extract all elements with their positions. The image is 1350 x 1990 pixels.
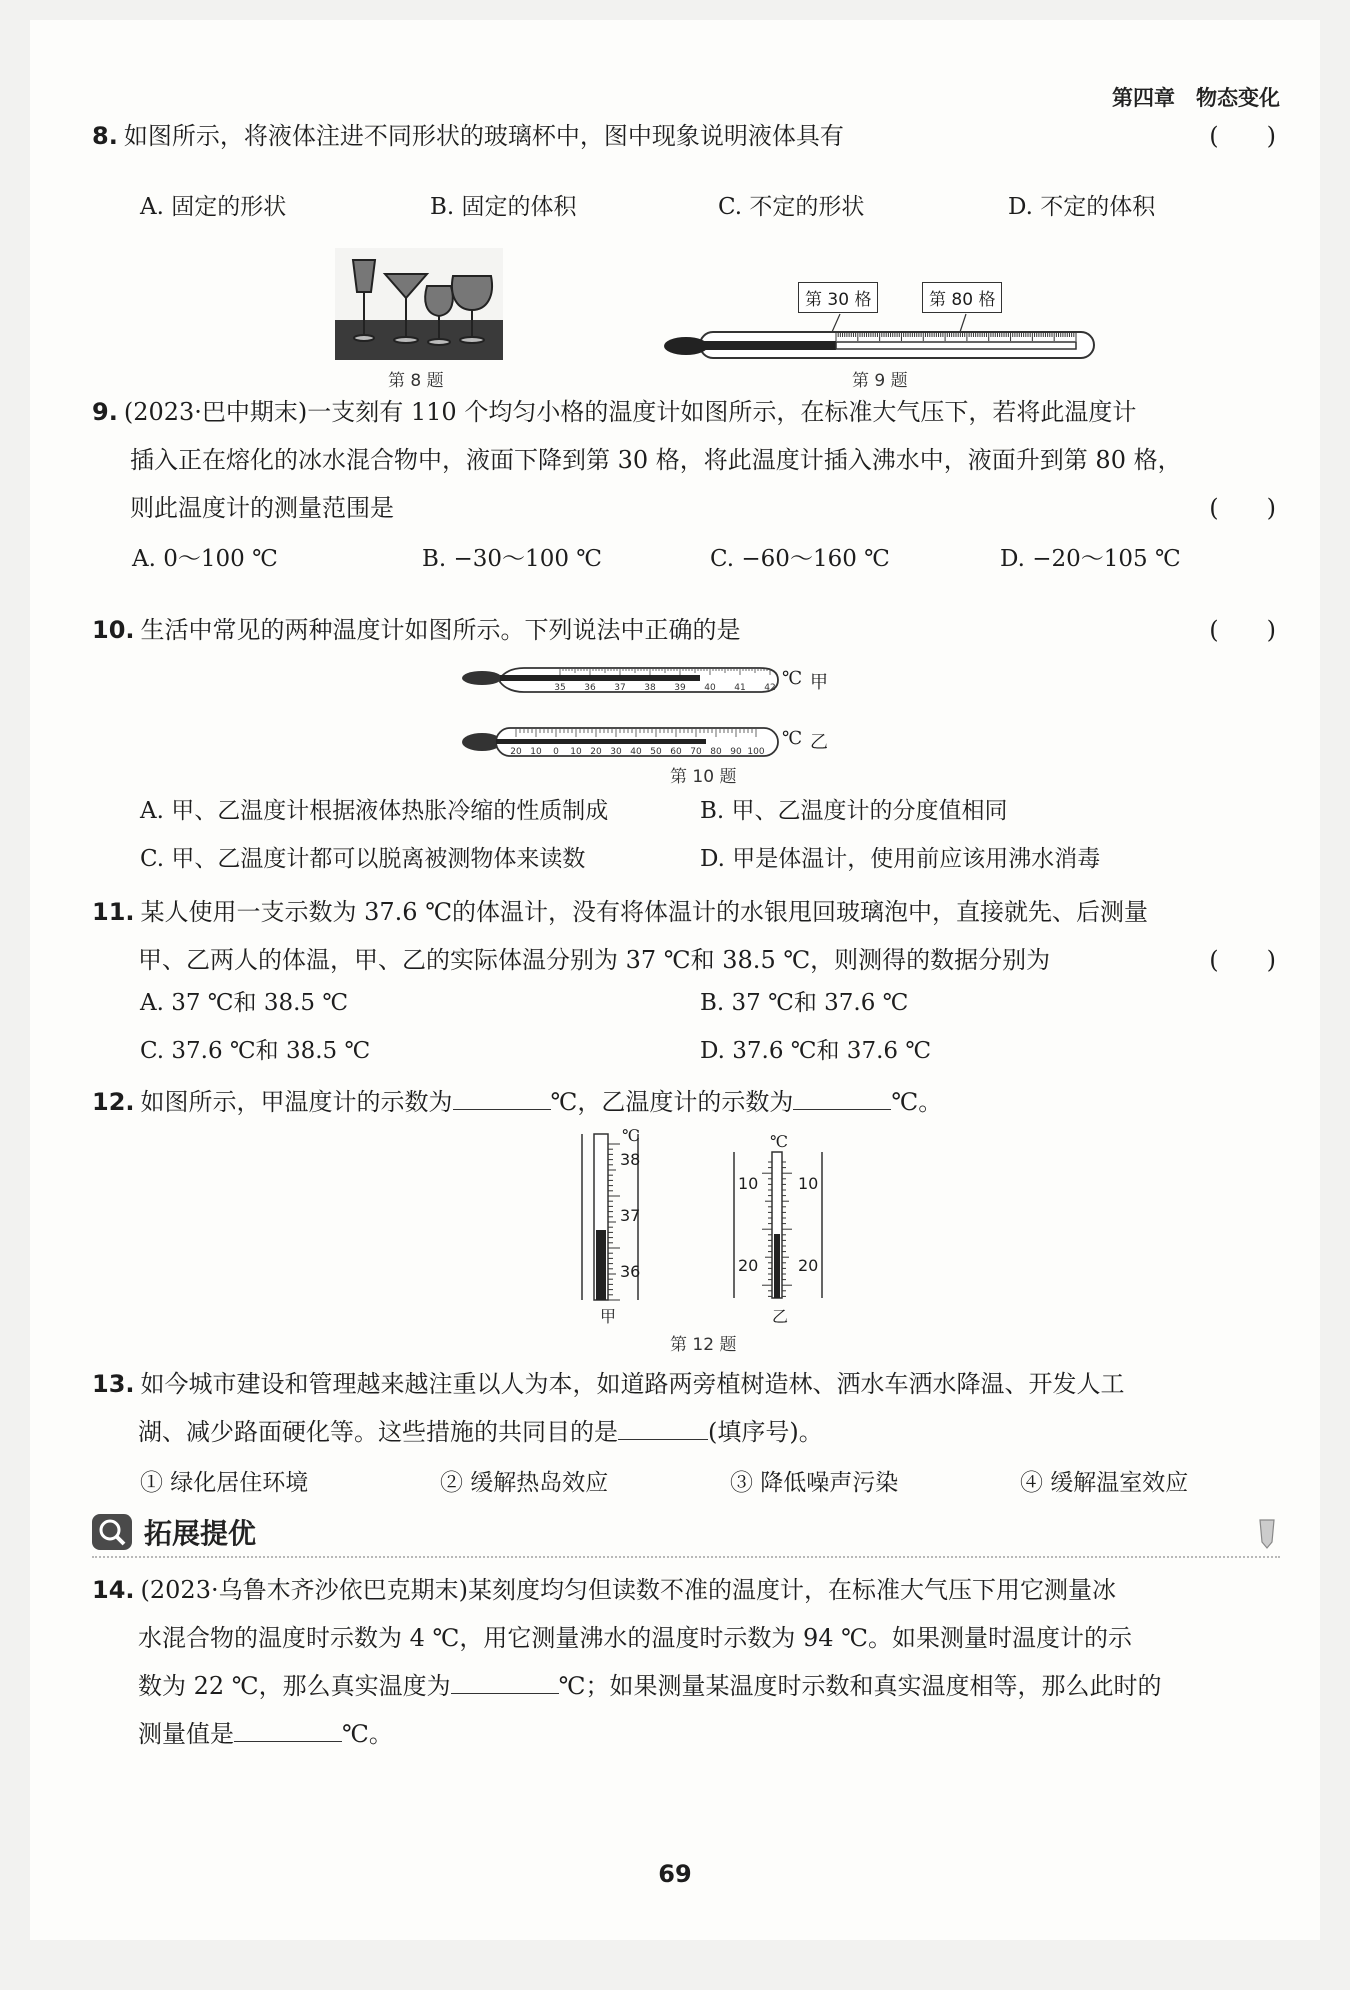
question-text-line2: 插入正在熔化的冰水混合物中，液面下降到第 30 格，将此温度计插入沸水中，液面升到第 80 格， [130,446,1182,474]
question-number: 14. [92,1576,135,1604]
label-80-div: 第 80 格 [922,282,1002,313]
tick-label-20-left: 20 [738,1256,759,1275]
option-a[interactable]: A. 固定的形状 [140,194,287,220]
option-d[interactable]: D. 不定的体积 [1008,194,1156,220]
question-text-line2b: (填序号)。 [708,1418,823,1446]
question-number: 13. [92,1370,135,1398]
question-text-line3: 则此温度计的测量范围是 [130,494,394,522]
option-c[interactable]: C. 甲、乙温度计都可以脱离被测物体来读数 [140,846,586,872]
label-yi: 乙 [810,732,828,753]
question-9 [92,388,1282,532]
unit-jia-12: ℃ [622,1126,640,1145]
question-number: 10. [92,616,135,644]
chapter-header: 第四章 物态变化 [1112,86,1280,110]
option-b[interactable]: B. 固定的体积 [430,194,577,220]
question-number: 9. [92,398,118,426]
question-text-b: ℃，乙温度计的示数为 [550,1088,794,1116]
tick-label: 50 [650,747,662,757]
tick-label: 60 [670,747,682,757]
figure-10-thermometers [460,660,990,770]
glasses-photo [335,248,503,360]
question-number: 11. [92,898,135,926]
answer-blank-14a[interactable] [451,1671,559,1694]
option-d[interactable]: D. 37.6 ℃和 37.6 ℃ [700,1038,932,1064]
option-a[interactable]: A. 0～100 ℃ [132,546,278,572]
tick-label: 40 [704,683,716,693]
option-b[interactable]: B. 37 ℃和 37.6 ℃ [700,990,909,1016]
question-text-c: ℃。 [891,1088,943,1116]
question-text-line2a: 湖、减少路面硬化等。这些措施的共同目的是 [138,1418,618,1446]
question-text-line1: 某人使用一支示数为 37.6 ℃的体温计，没有将体温计的水银甩回玻璃泡中，直接就先、后测量 [140,898,1149,926]
tick-label-20-right: 20 [798,1256,819,1275]
question-13 [92,1360,1282,1456]
label-jia-12: 甲 [600,1307,617,1326]
option-1[interactable]: ① 绿化居住环境 [140,1470,309,1496]
answer-blank-jia[interactable] [453,1087,551,1110]
answer-paren: ( ) [1209,122,1276,150]
answer-blank-yi[interactable] [793,1087,891,1110]
tick-label: 39 [674,683,686,693]
figure-9-caption: 第 9 题 [852,371,908,391]
answer-paren: ( ) [1209,494,1276,522]
tick-label-10-left: 10 [738,1174,759,1193]
question-14 [92,1566,1282,1758]
label-30-div: 第 30 格 [798,282,878,313]
tick-label: 40 [630,747,642,757]
page [30,20,1320,1940]
tick-label: 35 [554,683,566,693]
unit-yi: ℃ [782,728,803,749]
answer-paren: ( ) [1209,616,1276,644]
option-2[interactable]: ② 缓解热岛效应 [440,1470,609,1496]
answer-paren: ( ) [1209,946,1276,974]
tick-label: 20 [590,747,602,757]
question-11 [92,888,1282,984]
option-b[interactable]: B. −30～100 ℃ [422,546,603,572]
tick-label-10-right: 10 [798,1174,819,1193]
option-d[interactable]: D. 甲是体温计，使用前应该用沸水消毒 [700,846,1101,872]
question-text-a: 如图所示，甲温度计的示数为 [140,1088,453,1116]
page-number: 69 [658,1860,692,1888]
option-a[interactable]: A. 甲、乙温度计根据液体热胀冷缩的性质制成 [140,798,609,824]
option-c[interactable]: C. −60～160 ℃ [710,546,890,572]
question-text-line4a: 测量值是 [138,1720,234,1748]
question-text-line2: 甲、乙两人的体温，甲、乙的实际体温分别为 37 ℃和 38.5 ℃，则测得的数据分别为 [138,946,1051,974]
tick-label: 100 [747,747,765,757]
tick-label-36: 36 [620,1262,641,1281]
tick-label: 36 [584,683,596,693]
question-number: 12. [92,1088,135,1116]
clinical-thermometer-jia [462,668,778,693]
tick-label: 41 [734,683,746,693]
tick-label: 80 [710,747,722,757]
option-c[interactable]: C. 不定的形状 [718,194,865,220]
figure-8-caption: 第 8 题 [388,371,444,391]
answer-blank-13[interactable] [618,1417,708,1440]
answer-blank-14b[interactable] [234,1719,342,1742]
tick-label: 0 [553,747,559,757]
question-text-line1: 如今城市建设和管理越来越注重以人为本，如道路两旁植树造林、洒水车洒水降温、开发人工 [140,1370,1125,1398]
question-text-line1: (2023·乌鲁木齐沙依巴克期末)某刻度均匀但读数不准的温度计，在标准大气压下用它测量冰 [140,1576,1116,1604]
option-a[interactable]: A. 37 ℃和 38.5 ℃ [140,990,349,1016]
question-text-line1: (2023·巴中期末)一支刻有 110 个均匀小格的温度计如图所示，在标准大气压下，若将此温度计 [123,398,1137,426]
option-d[interactable]: D. −20～105 ℃ [1000,546,1181,572]
pencil-icon [1254,1518,1280,1550]
tick-label: 10 [530,747,542,757]
tick-label: 37 [614,683,626,693]
magnifier-icon [92,1514,132,1550]
question-12 [92,1078,1282,1126]
question-text-line4b: ℃。 [342,1720,393,1748]
tick-label: 70 [690,747,702,757]
option-3[interactable]: ③ 降低噪声污染 [730,1470,899,1496]
label-yi-12: 乙 [772,1307,789,1326]
tick-label: 30 [610,747,622,757]
unit-jia: ℃ [782,668,803,689]
option-4[interactable]: ④ 缓解温室效应 [1020,1470,1189,1496]
tick-label: 10 [570,747,582,757]
question-10 [92,606,1282,654]
tick-label-37: 37 [620,1206,641,1225]
tick-label: 20 [510,747,522,757]
section-header [92,1512,1280,1558]
question-8 [92,112,1282,160]
question-number: 8. [92,122,118,150]
unit-yi-12: ℃ [770,1132,788,1151]
tick-label: 38 [644,683,656,693]
figure-10-caption: 第 10 题 [670,767,737,787]
section-title: 拓展提优 [144,1517,257,1550]
question-text-line2: 水混合物的温度时示数为 4 ℃，用它测量沸水的温度时示数为 94 ℃。如果测量时温度计的示 [138,1624,1133,1652]
option-b[interactable]: B. 甲、乙温度计的分度值相同 [700,798,1008,824]
question-text-line3a: 数为 22 ℃，那么真实温度为 [138,1672,451,1700]
lab-thermometer-yi [462,728,778,757]
tick-label-38: 38 [620,1150,641,1169]
tick-label: 42 [764,683,776,693]
tick-label: 90 [730,747,742,757]
question-text: 生活中常见的两种温度计如图所示。下列说法中正确的是 [140,616,741,644]
question-text-line3b: ℃；如果测量某温度时示数和真实温度相等，那么此时的 [558,1672,1162,1700]
option-c[interactable]: C. 37.6 ℃和 38.5 ℃ [140,1038,371,1064]
figure-12-caption: 第 12 题 [670,1335,737,1355]
label-jia: 甲 [810,672,828,693]
question-text: 如图所示，将液体注进不同形状的玻璃杯中，图中现象说明液体具有 [123,122,844,150]
